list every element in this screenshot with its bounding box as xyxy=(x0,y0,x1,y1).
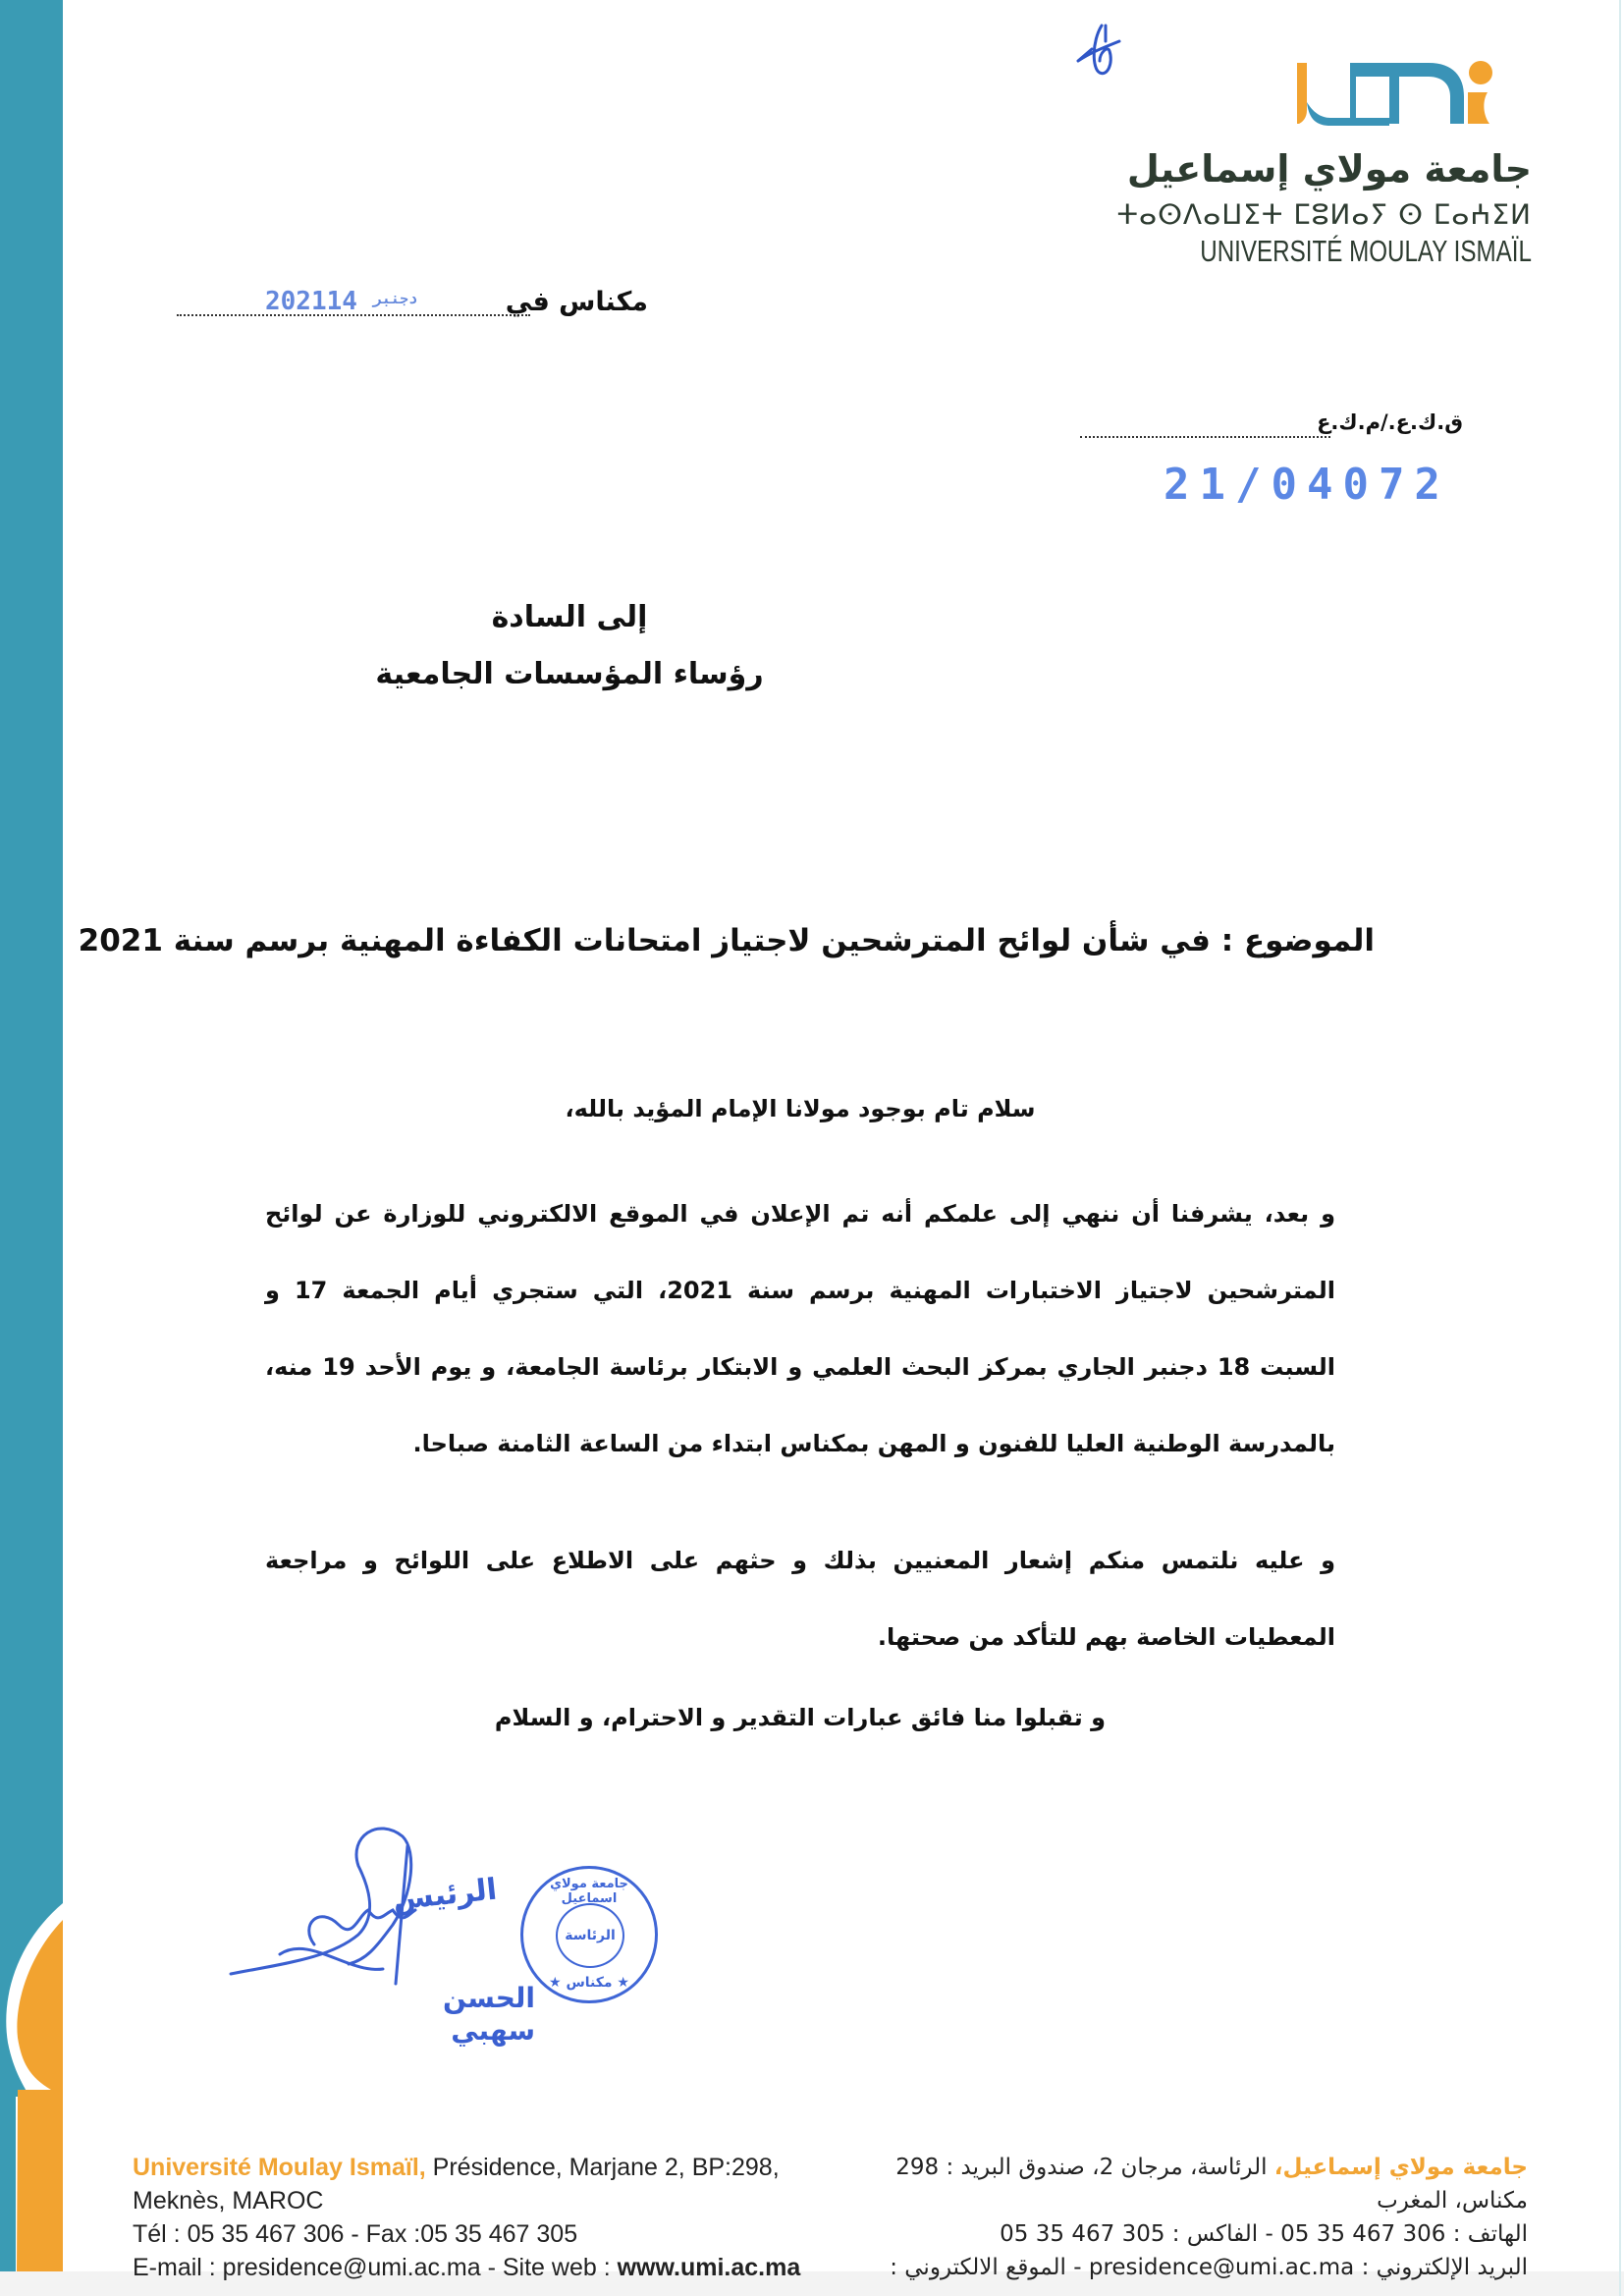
logo-m-stem-left xyxy=(1350,63,1356,122)
footer-ar-line-1 xyxy=(890,2151,1528,2184)
footer-fr-website: www.umi.ac.ma xyxy=(617,2254,801,2281)
footer-french xyxy=(133,2151,800,2284)
closing-formula: و تقبلوا منا فائق عبارات التقدير و الاحترام، و السلام xyxy=(494,1704,1107,1731)
university-logo xyxy=(1116,59,1556,275)
reference-number-stamp: 21/04072 xyxy=(1164,460,1450,510)
body-paragraph-2: و عليه نلتمس منكم إشعار المعنيين بذلك و حثهم على الاطلاع على اللوائح و مراجعة المعطيات الخاصة بهم للتأكد من صحتها. xyxy=(265,1547,1335,1651)
subject-line: الموضوع : في شأن لوائح المترشحين لاجتياز امتحانات الكفاءة المهنية برسم سنة 2021 xyxy=(78,923,1375,958)
footer-fr-line-3: Tél : 05 35 467 306 - Fax :05 35 467 305 xyxy=(133,2220,578,2248)
footer-ar-brand: جامعة مولاي إسماعيل، xyxy=(1273,2155,1528,2180)
footer-ar-address: الرئاسة، مرجان 2، صندوق البريد : 298 xyxy=(895,2155,1274,2180)
body-paragraph-1: و بعد، يشرفنا أن ننهي إلى علمكم أنه تم الإعلان في الموقع الالكتروني للوزارة عن لوائح المترشحين لاجتياز الاختبارات المهنية برسم سنة 2021، التي ستجري أيام الجمعة 17 و السبت 18 دجنبر الجاري بمركز البحث العلمي و الابتكار برئاسة الجامعة، و يوم الأحد 19 منه، بالمدرسة الوطنية العليا للفنون و المهن بمكناس ابتداء من الساعة الثامنة صباحا. xyxy=(265,1200,1336,1457)
handwritten-initial-mark xyxy=(1070,12,1139,81)
logo-m-arch xyxy=(1356,63,1464,124)
greeting: سلام تام بوجود مولانا الإمام المؤيد بالله، xyxy=(565,1095,1036,1122)
seal-bottom-text: ★ مكناس ★ xyxy=(549,1975,629,1991)
date-label: مكناس في xyxy=(505,287,648,317)
date-stamp-month: دجنبر xyxy=(372,290,418,307)
umi-logo-mark xyxy=(1291,59,1497,137)
addressee-line-1: إلى السادة xyxy=(491,600,648,634)
logo-name-tifinagh: ⵜⴰⵙⴷⴰⵡⵉⵜ ⵎⵓⵍⴰⵢ ⵙ ⵎⴰⵄⵉⵍ xyxy=(1116,198,1532,231)
left-decorative-band xyxy=(0,0,63,2273)
date-line xyxy=(177,285,648,334)
logo-i-stem xyxy=(1468,92,1489,124)
footer-fr-line-4 xyxy=(133,2251,800,2284)
scan-right-edge xyxy=(1619,0,1621,2296)
logo-name-arabic: جامعة مولاي إسماعيل xyxy=(1126,147,1532,191)
date-stamp xyxy=(265,287,433,316)
footer-fr-line-2: Meknès, MAROC xyxy=(133,2187,324,2214)
footer-fr-brand: Université Moulay Ismaïl, xyxy=(133,2154,426,2181)
footer-fr-address: Présidence, Marjane 2, BP:298, xyxy=(425,2154,780,2181)
footer-fr-line-1 xyxy=(133,2151,800,2184)
addressee-line-2: رؤساء المؤسسات الجامعية xyxy=(375,657,764,691)
addressee-block xyxy=(373,589,766,703)
footer-arabic xyxy=(890,2151,1528,2284)
reference-label: ق.ك.ع./م.ك.ع xyxy=(1317,410,1463,434)
date-stamp-day: 14 xyxy=(326,287,357,316)
footer-ar-line-4: البريد الإلكتروني : presidence@umi.ac.ma - الموقع الالكتروني : xyxy=(890,2255,1528,2280)
signatory-name: الحسن سهبي xyxy=(443,1982,535,2047)
date-stamp-year: 2021 xyxy=(265,287,327,316)
logo-u-orange xyxy=(1297,63,1307,124)
logo-name-french: UNIVERSITÉ MOULAY ISMAÏL xyxy=(1200,234,1532,268)
seal-center-text: الرئاسة xyxy=(556,1903,624,1968)
footer-ar-line-2: مكناس، المغرب xyxy=(1377,2188,1528,2214)
official-seal xyxy=(520,1866,658,2003)
reference-line xyxy=(1080,410,1463,450)
reference-dotted-line xyxy=(1080,436,1330,438)
logo-u-teal xyxy=(1307,102,1389,126)
signature-block xyxy=(221,1817,535,2047)
footer-fr-email: E-mail : presidence@umi.ac.ma - Site web : xyxy=(133,2254,618,2281)
seal-top-text: جامعة مولاي اسماعيل xyxy=(550,1877,628,1906)
logo-i-dot xyxy=(1469,61,1492,84)
signatory-title: الرئيس xyxy=(391,1872,499,1918)
footer-ar-line-3: الهاتف : 306 467 35 05 - الفاكس : 305 467 35 05 xyxy=(1000,2221,1528,2247)
